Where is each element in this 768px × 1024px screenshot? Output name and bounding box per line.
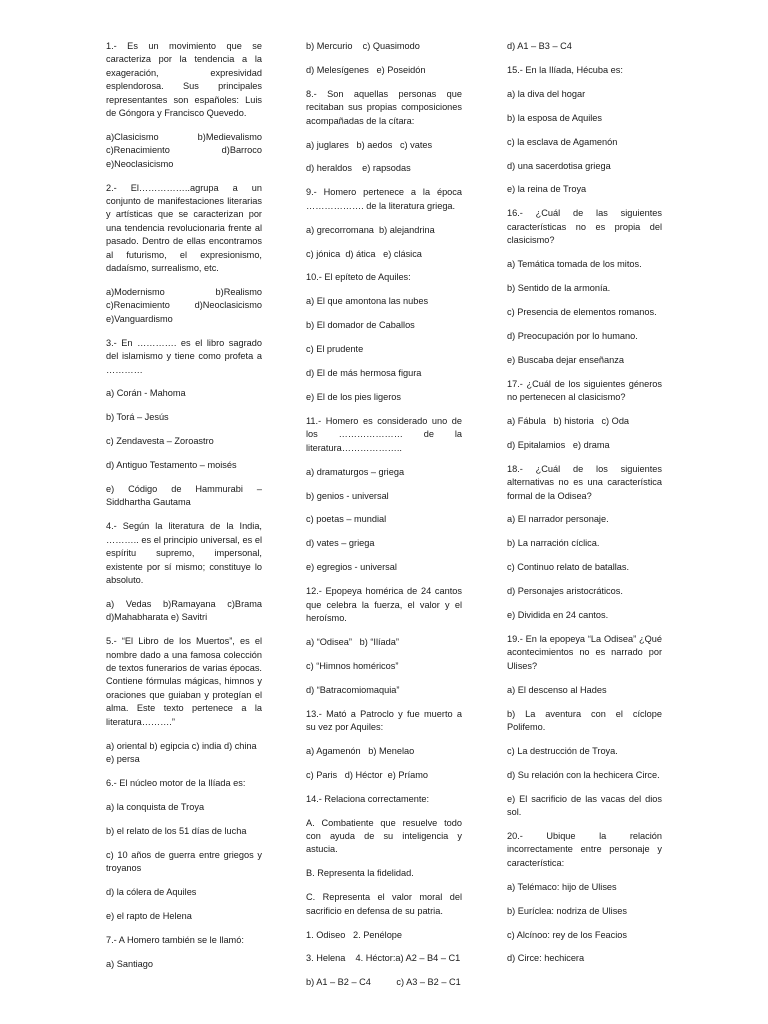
col3-paragraph: 17.- ¿Cuál de los siguientes géneros no pertenecen al clasicismo?: [507, 378, 662, 402]
col3-paragraph: b) La aventura con el cíclope Polifemo.: [507, 708, 662, 732]
col2-paragraph: b) El domador de Caballos: [306, 320, 415, 331]
col2-paragraph: 9.- Homero pertenece a la época ………………. de la literatura griega.: [306, 187, 462, 211]
col2-paragraph: 12.- Epopeya homérica de 24 cantos que celebra la fuerza, el valor y el heroísmo.: [306, 586, 462, 623]
col1-paragraph: 5.- “El Libro de los Muertos”, es el nombre dado a una famosa colección de textos funerarios de varias épocas. Contiene fórmulas mágicas, himnos y oraciones que guiaban y protegían el alma. Este texto pertenece a la literatura……….”: [106, 636, 262, 727]
col3-paragraph: 15.- En la Ilíada, Hécuba es:: [507, 64, 623, 75]
col3-paragraph: c) Continuo relato de batallas.: [507, 562, 630, 573]
col3-paragraph: a) El descenso al Hades: [507, 684, 607, 695]
col2-paragraph: a) “Odisea” b) “Ilíada”: [306, 636, 399, 647]
col2-paragraph: 13.- Mató a Patroclo y fue muerto a su vez por Aquiles:: [306, 708, 462, 732]
col3-paragraph: a) Fábula b) historia c) Oda: [507, 415, 630, 426]
col2-paragraph: c) jónica d) ática e) clásica: [306, 248, 422, 259]
col1-paragraph: a) la conquista de Troya: [106, 801, 205, 812]
col2-paragraph: e) egregios - universal: [306, 562, 397, 573]
col1-paragraph: a) Corán - Mahoma: [106, 388, 186, 399]
col3-paragraph: a) El narrador personaje.: [507, 514, 609, 525]
col3-paragraph: a) Temática tomada de los mitos.: [507, 259, 642, 270]
col3-paragraph: c) Presencia de elementos romanos.: [507, 306, 657, 317]
col3-paragraph: e) El sacrificio de las vacas del dios sol.: [507, 793, 662, 818]
col3-paragraph: c) La destrucción de Troya.: [507, 745, 618, 756]
column-2: [306, 40, 462, 1000]
col3-paragraph: b) Euríclea: nodriza de Ulises: [507, 905, 628, 916]
col3-paragraph: e) Dividida en 24 cantos.: [507, 610, 609, 621]
col3-paragraph: b) la esposa de Aquiles: [507, 112, 603, 123]
col3-paragraph: c) la esclava de Agamenón: [507, 136, 618, 147]
col3-paragraph: 20.- Ubique la relación incorrectamente entre personaje y característica:: [507, 831, 662, 868]
col2-paragraph: c) “Himnos homéricos”: [306, 660, 399, 671]
col3-paragraph: 16.- ¿Cuál de las siguientes características no es propia del clasicismo?: [507, 208, 662, 246]
col2-paragraph: 3. Helena 4. Héctor:a) A2 – B4 – C1: [306, 953, 461, 964]
col1-paragraph: 7.- A Homero también se le llamó:: [106, 934, 244, 945]
col1-paragraph: a) Vedas b)Ramayana c)Brama d)Mahabharata e) Savitri: [106, 598, 262, 623]
col3-paragraph: e) la reina de Troya: [507, 184, 587, 195]
col1-paragraph: 1.- Es un movimiento que se caracteriza por la tendencia a la exageración, expresividad esplendorosa. Sus principales representantes son españoles: Luis de Góngora y Francisco Quevedo.: [106, 41, 262, 119]
col1-paragraph: d) Antiguo Testamento – moisés: [106, 460, 237, 471]
col2-paragraph: a) juglares b) aedos c) vates: [306, 139, 433, 150]
column-3: [507, 40, 662, 976]
col1-paragraph: c) Zendavesta – Zoroastro: [106, 436, 214, 447]
col3-paragraph: d) A1 – B3 – C4: [507, 41, 572, 51]
col3-paragraph: b) Sentido de la armonía.: [507, 282, 611, 293]
col2-paragraph: b) Mercurio c) Quasimodo: [306, 41, 420, 51]
col2-paragraph: 10.- El epíteto de Aquiles:: [306, 272, 411, 283]
col2-paragraph: B. Representa la fidelidad.: [306, 868, 414, 879]
col2-paragraph: a) El que amontona las nubes: [306, 296, 429, 307]
col1-paragraph: 2.- El……………..agrupa a un conjunto de manifestaciones literarias y artísticas que se caracterizan por una tendencia revolucionaria frente al pasado. Dentro de ellas encontramos al futurismo, el expresionismo, dadaísmo, surrealismo, etc.: [106, 182, 262, 274]
col1-paragraph: a) Santiago: [106, 958, 153, 969]
col1-paragraph: 4.- Según la literatura de la India, ……….. es el principio universal, es el espíritu supremo, impersonal, existente por sí mismo; constituye lo absoluto.: [106, 521, 262, 585]
col2-paragraph: a) grecorromana b) alejandrina: [306, 224, 435, 235]
col3-paragraph: 18.- ¿Cuál de los siguientes alternativas no es una característica formal de la Odisea?: [507, 463, 662, 501]
col2-paragraph: 11.- Homero es considerado uno de los ………………… de la literatura………………..: [306, 415, 462, 453]
col1-paragraph: b) Torá – Jesús: [106, 412, 169, 423]
col1-paragraph: a)Modernismo b)Realismo c)Renacimiento d)Neoclasicismo e)Vanguardismo: [106, 287, 262, 324]
col3-paragraph: e) Buscaba dejar enseñanza: [507, 354, 624, 365]
col1-paragraph: 6.- El núcleo motor de la Ilíada es:: [106, 777, 246, 788]
col3-paragraph: d) Preocupación por lo humano.: [507, 330, 638, 341]
col1-paragraph: e) Código de Hammurabi – Siddhartha Gautama: [106, 484, 262, 508]
col2-paragraph: d) Melesígenes e) Poseidón: [306, 64, 426, 75]
col2-paragraph: a) Agamenón b) Menelao: [306, 745, 415, 756]
col1-paragraph: a) oriental b) egipcia c) india d) china e) persa: [106, 740, 257, 764]
col1-paragraph: 3.- En …………. es el libro sagrado del islamismo y tiene como profeta a …………: [106, 337, 262, 375]
col3-paragraph: 19.- En la epopeya “La Odisea” ¿Qué acontecimientos no es narrado por Ulises?: [507, 633, 662, 671]
col2-paragraph: 8.- Son aquellas personas que recitaban sus propias composiciones acompañadas de la cítara:: [306, 88, 462, 126]
col2-paragraph: b) A1 – B2 – C4 c) A3 – B2 – C1: [306, 977, 461, 988]
col1-paragraph: c) 10 años de guerra entre griegos y troyanos: [106, 849, 262, 873]
col2-paragraph: d) vates – griega: [306, 538, 375, 549]
col2-paragraph: A. Combatiente que resuelve todo con ayuda de su inteligencia y astucia.: [306, 817, 462, 855]
col2-paragraph: d) “Batracomiomaquia”: [306, 684, 400, 695]
col1-paragraph: a)Clasicismo b)Medievalismo c)Renacimiento d)Barroco e)Neoclasicismo: [106, 131, 262, 169]
col3-paragraph: d) Circe: hechicera: [507, 953, 585, 964]
col1-paragraph: b) el relato de los 51 días de lucha: [106, 825, 247, 836]
col2-paragraph: d) heraldos e) rapsodas: [306, 163, 411, 174]
col1-paragraph: d) la cólera de Aquiles: [106, 886, 197, 897]
col2-paragraph: C. Representa el valor moral del sacrificio en defensa de su patria.: [306, 892, 462, 916]
col3-paragraph: b) La narración cíclica.: [507, 538, 600, 549]
col2-paragraph: 14.- Relaciona correctamente:: [306, 793, 430, 804]
col3-paragraph: a) la diva del hogar: [507, 88, 586, 99]
col2-paragraph: b) genios - universal: [306, 490, 389, 501]
col2-paragraph: a) dramaturgos – griega: [306, 466, 405, 477]
col3-paragraph: a) Telémaco: hijo de Ulises: [507, 881, 617, 892]
col2-paragraph: 1. Odiseo 2. Penélope: [306, 929, 403, 940]
col2-paragraph: c) poetas – mundial: [306, 514, 387, 525]
col3-paragraph: c) Alcínoo: rey de los Feacios: [507, 929, 628, 940]
col3-paragraph: d) Su relación con la hechicera Circe.: [507, 769, 660, 780]
col1-paragraph: e) el rapto de Helena: [106, 910, 192, 921]
column-1: [106, 40, 262, 982]
col2-paragraph: c) El prudente: [306, 344, 364, 355]
col2-paragraph: e) El de los pies ligeros: [306, 392, 401, 402]
col3-paragraph: d) Personajes aristocráticos.: [507, 586, 623, 597]
col3-paragraph: d) una sacerdotisa griega: [507, 160, 611, 171]
col3-paragraph: d) Epitalamios e) drama: [507, 439, 610, 450]
col2-paragraph: d) El de más hermosa figura: [306, 368, 422, 379]
col2-paragraph: c) Paris d) Héctor e) Príamo: [306, 769, 429, 780]
